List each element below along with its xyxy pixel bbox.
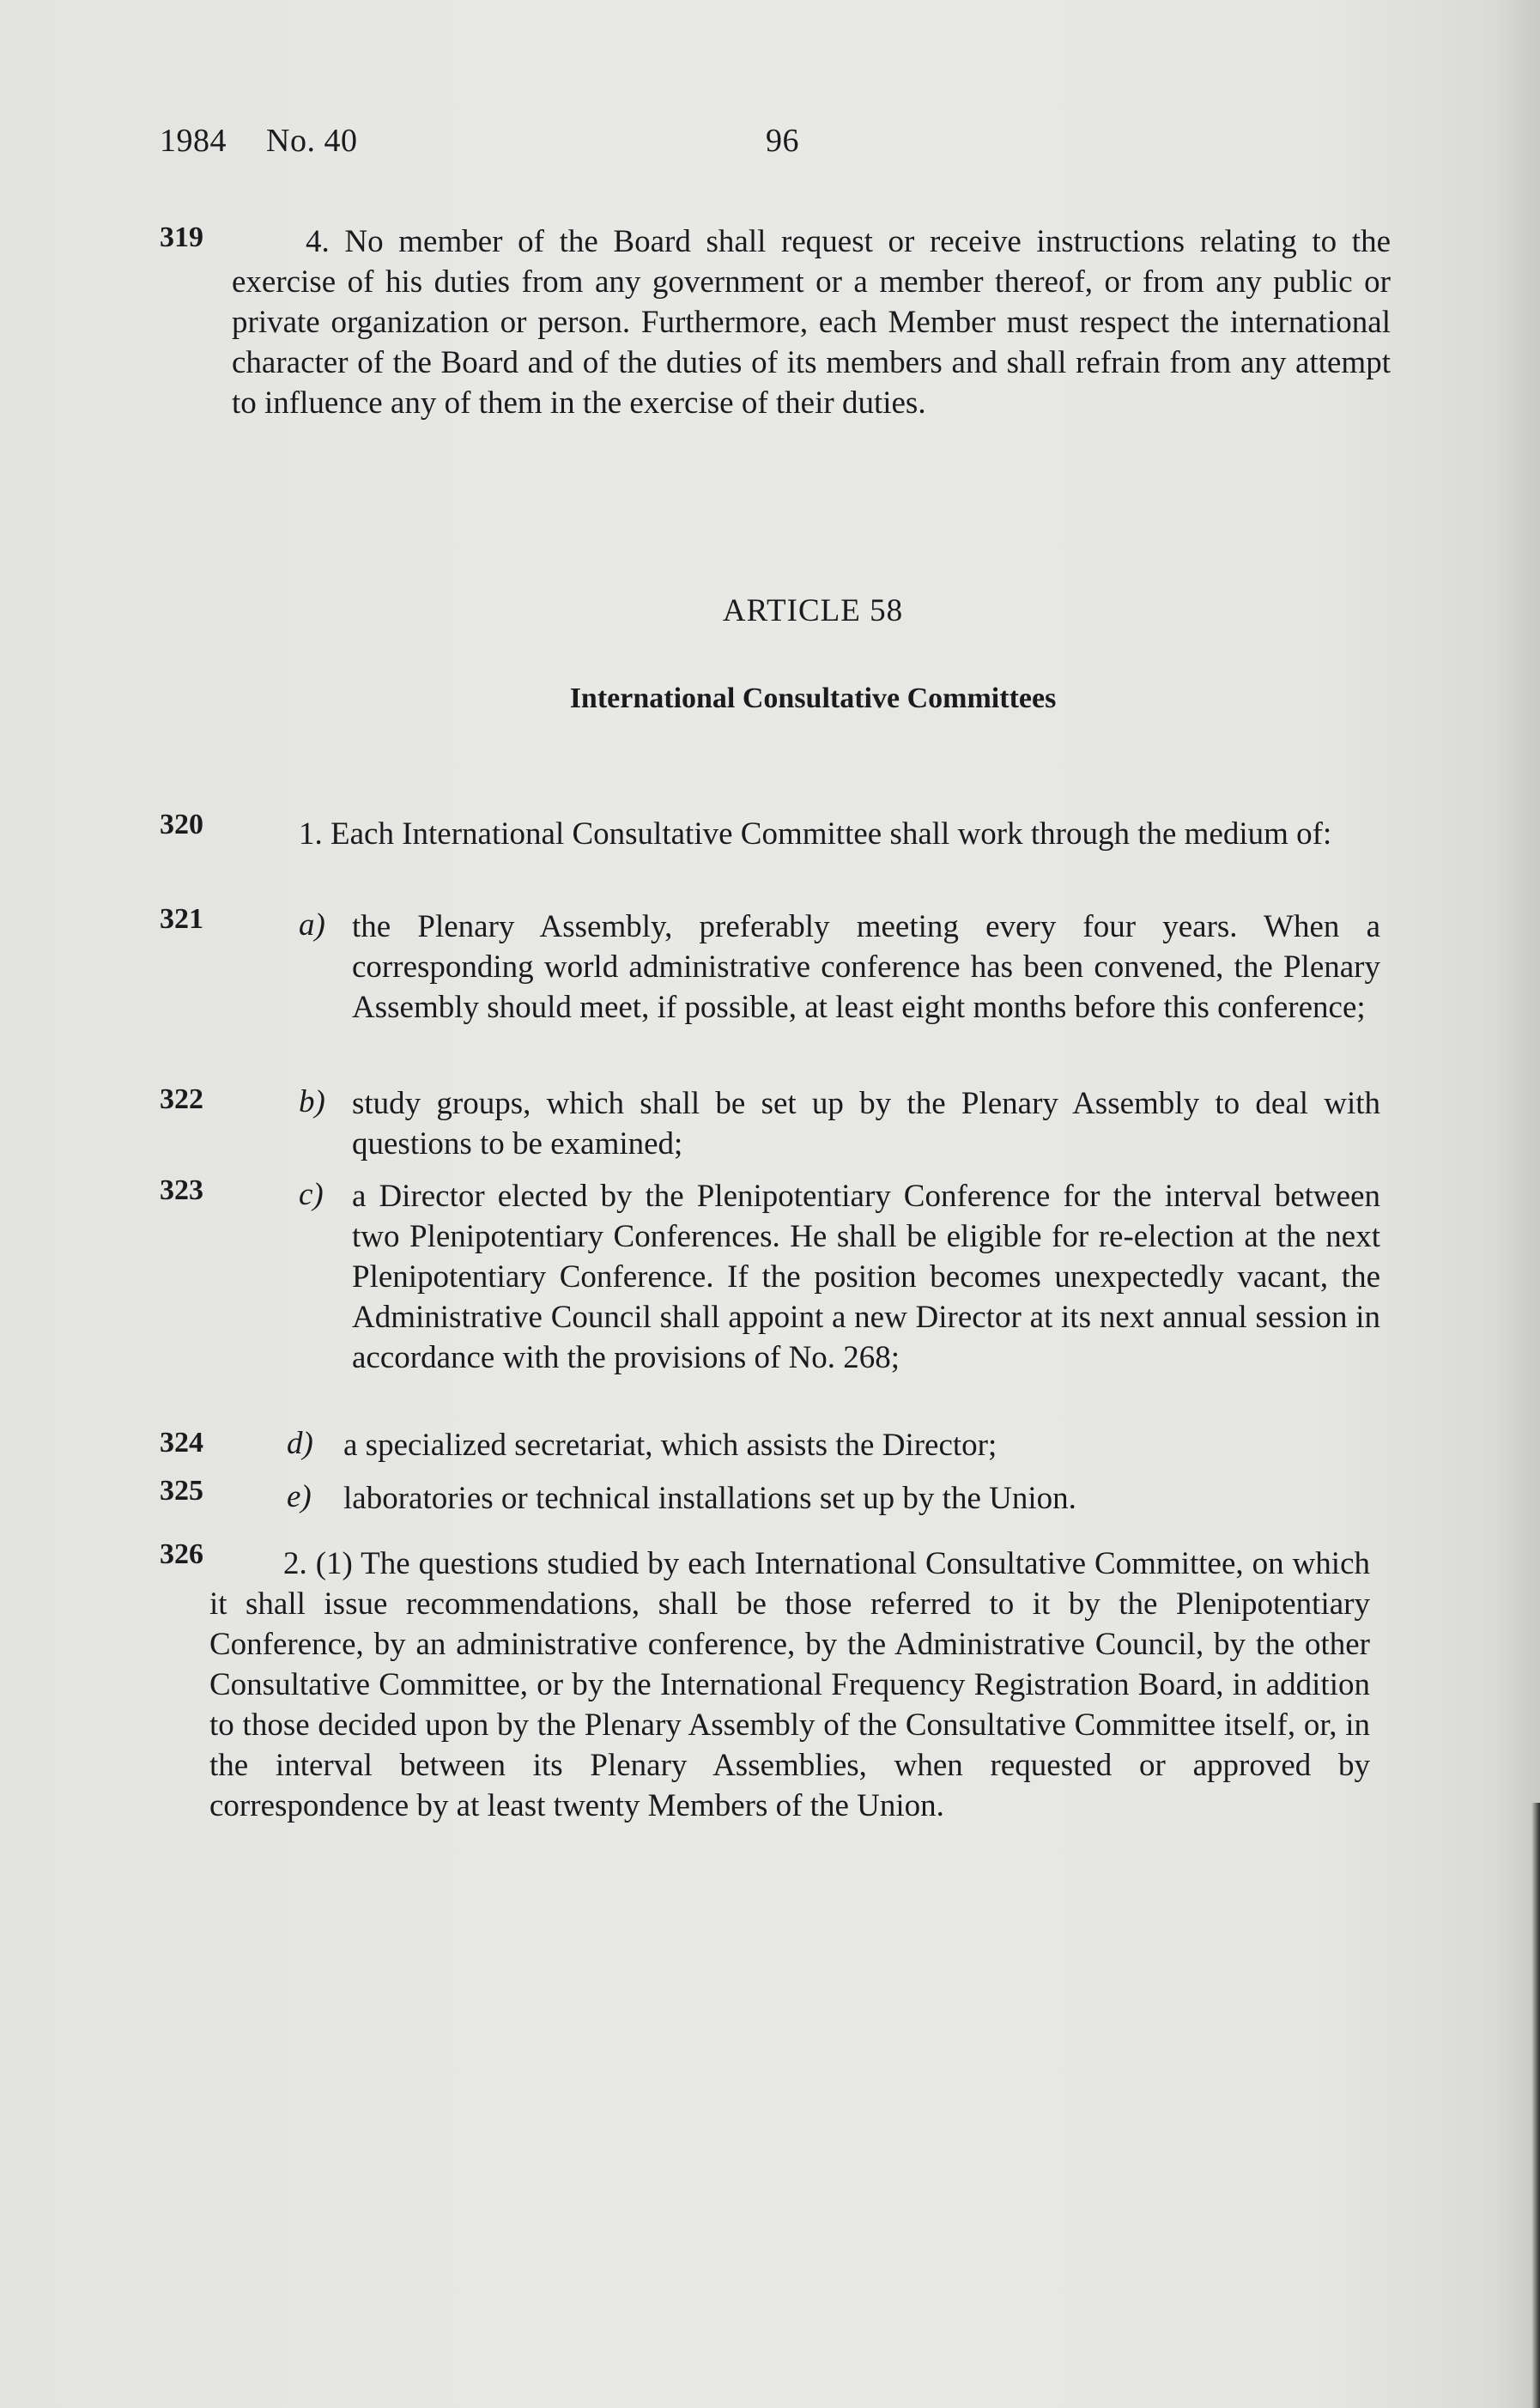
paragraph-number-325: 325 — [160, 1475, 203, 1507]
paragraph-326-body: 2. (1) The questions studied by each International Consultative Committee, on which it shall issue recommendations, shall be those referred to it by the Plenipotentiary Conference, by an administrative conference, by the Administrative Council, by the other Consultative Committee, or by the International Frequency Registration Board, in addition to those decided upon by the Plenary Assembly of the Consultative Committee itself, or, in the interval between its Plenary Assemblies, when requested or approved by correspondence by at least twenty Members of the Union. — [209, 1546, 1370, 1823]
header-year: 1984 — [160, 123, 227, 159]
item-letter-c: c) — [299, 1177, 324, 1212]
article-heading: ARTICLE 58 — [722, 593, 904, 628]
page-header — [160, 122, 799, 160]
paragraph-324-body: a specialized secretariat, which assists the Director; — [343, 1428, 997, 1463]
book-spine-shadow — [1531, 1803, 1540, 2408]
paragraph-number-326: 326 — [160, 1538, 203, 1570]
item-letter-d: d) — [287, 1426, 313, 1461]
paragraph-number-321: 321 — [160, 903, 203, 935]
header-number: No. 40 — [266, 123, 358, 159]
paragraph-number-324: 324 — [160, 1427, 203, 1459]
paragraph-320-body: 1. Each International Consultative Committee shall work through the medium of: — [299, 816, 1332, 852]
paragraph-number-323: 323 — [160, 1174, 203, 1206]
paragraph-number-320: 320 — [160, 809, 203, 840]
item-letter-e: e) — [287, 1479, 312, 1514]
page-number: 96 — [766, 123, 799, 159]
article-title: International Consultative Committees — [569, 682, 1057, 714]
paragraph-321-body: the Plenary Assembly, preferably meeting every four years. When a corresponding world administrative conference has been convened, the Plenary Assembly should meet, if possible, at least eight months before this conference; — [352, 909, 1380, 1025]
paragraph-number-322: 322 — [160, 1083, 203, 1115]
paragraph-number-319: 319 — [160, 221, 203, 253]
item-letter-b: b) — [299, 1084, 325, 1119]
paragraph-325-body: laboratories or technical installations set up by the Union. — [343, 1481, 1076, 1516]
paragraph-323-body: a Director elected by the Plenipotentiary Conference for the interval between two Plenipotentiary Conferences. He shall be eligible for re-election at the next Plenipotentiary Conference. If the position becomes unexpectedly vacant, the Administrative Council shall appoint a new Director at its next annual session in accordance with the provisions of No. 268; — [352, 1179, 1380, 1375]
paragraph-322-body: study groups, which shall be set up by the Plenary Assembly to deal with questions to be examined; — [352, 1086, 1380, 1162]
paragraph-319-body: 4. No member of the Board shall request or receive instructions relating to the exercise of his duties from any government or a member thereof, or from any public or private organization or person. Furthermore, each Member must respect the international character of the Board and of the duties of its members and shall refrain from any attempt to influence any of them in the exercise of their duties. — [232, 224, 1391, 421]
item-letter-a: a) — [299, 907, 325, 943]
